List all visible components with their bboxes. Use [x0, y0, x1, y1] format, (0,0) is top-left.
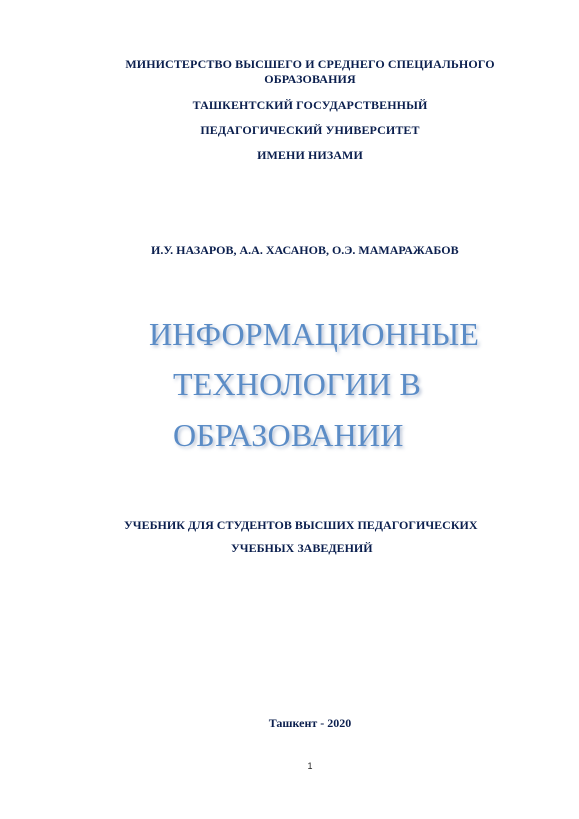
ministry-line-1: МИНИСТЕРСТВО ВЫСШЕГО И СРЕДНЕГО СПЕЦИАЛЬНОГО	[125, 57, 495, 71]
title-line-1: ИНФОРМАЦИОННЫЕ	[149, 316, 480, 352]
university-line-2: ПЕДАГОГИЧЕСКИЙ УНИВЕРСИТЕТ	[200, 123, 420, 137]
ministry-line-2: ОБРАЗОВАНИЯ	[264, 72, 356, 86]
title-line-2: ТЕХНОЛОГИИ В	[173, 366, 422, 402]
page-number: 1	[307, 761, 313, 771]
university-line-1: ТАШКЕНТСКИЙ ГОСУДАРСТВЕННЫЙ	[192, 98, 428, 112]
authors-line: И.У. НАЗАРОВ, А.А. ХАСАНОВ, О.Э. МАМАРАЖАБОВ	[151, 243, 459, 257]
subtitle-line-1: УЧЕБНИК ДЛЯ СТУДЕНТОВ ВЫСШИХ ПЕДАГОГИЧЕСКИХ	[124, 518, 478, 532]
city-year: Ташкент - 2020	[268, 716, 352, 730]
university-line-3: ИМЕНИ НИЗАМИ	[257, 148, 363, 162]
subtitle-line-2: УЧЕБНЫХ ЗАВЕДЕНИЙ	[231, 541, 373, 555]
title-line-3: ОБРАЗОВАНИИ	[173, 417, 404, 453]
